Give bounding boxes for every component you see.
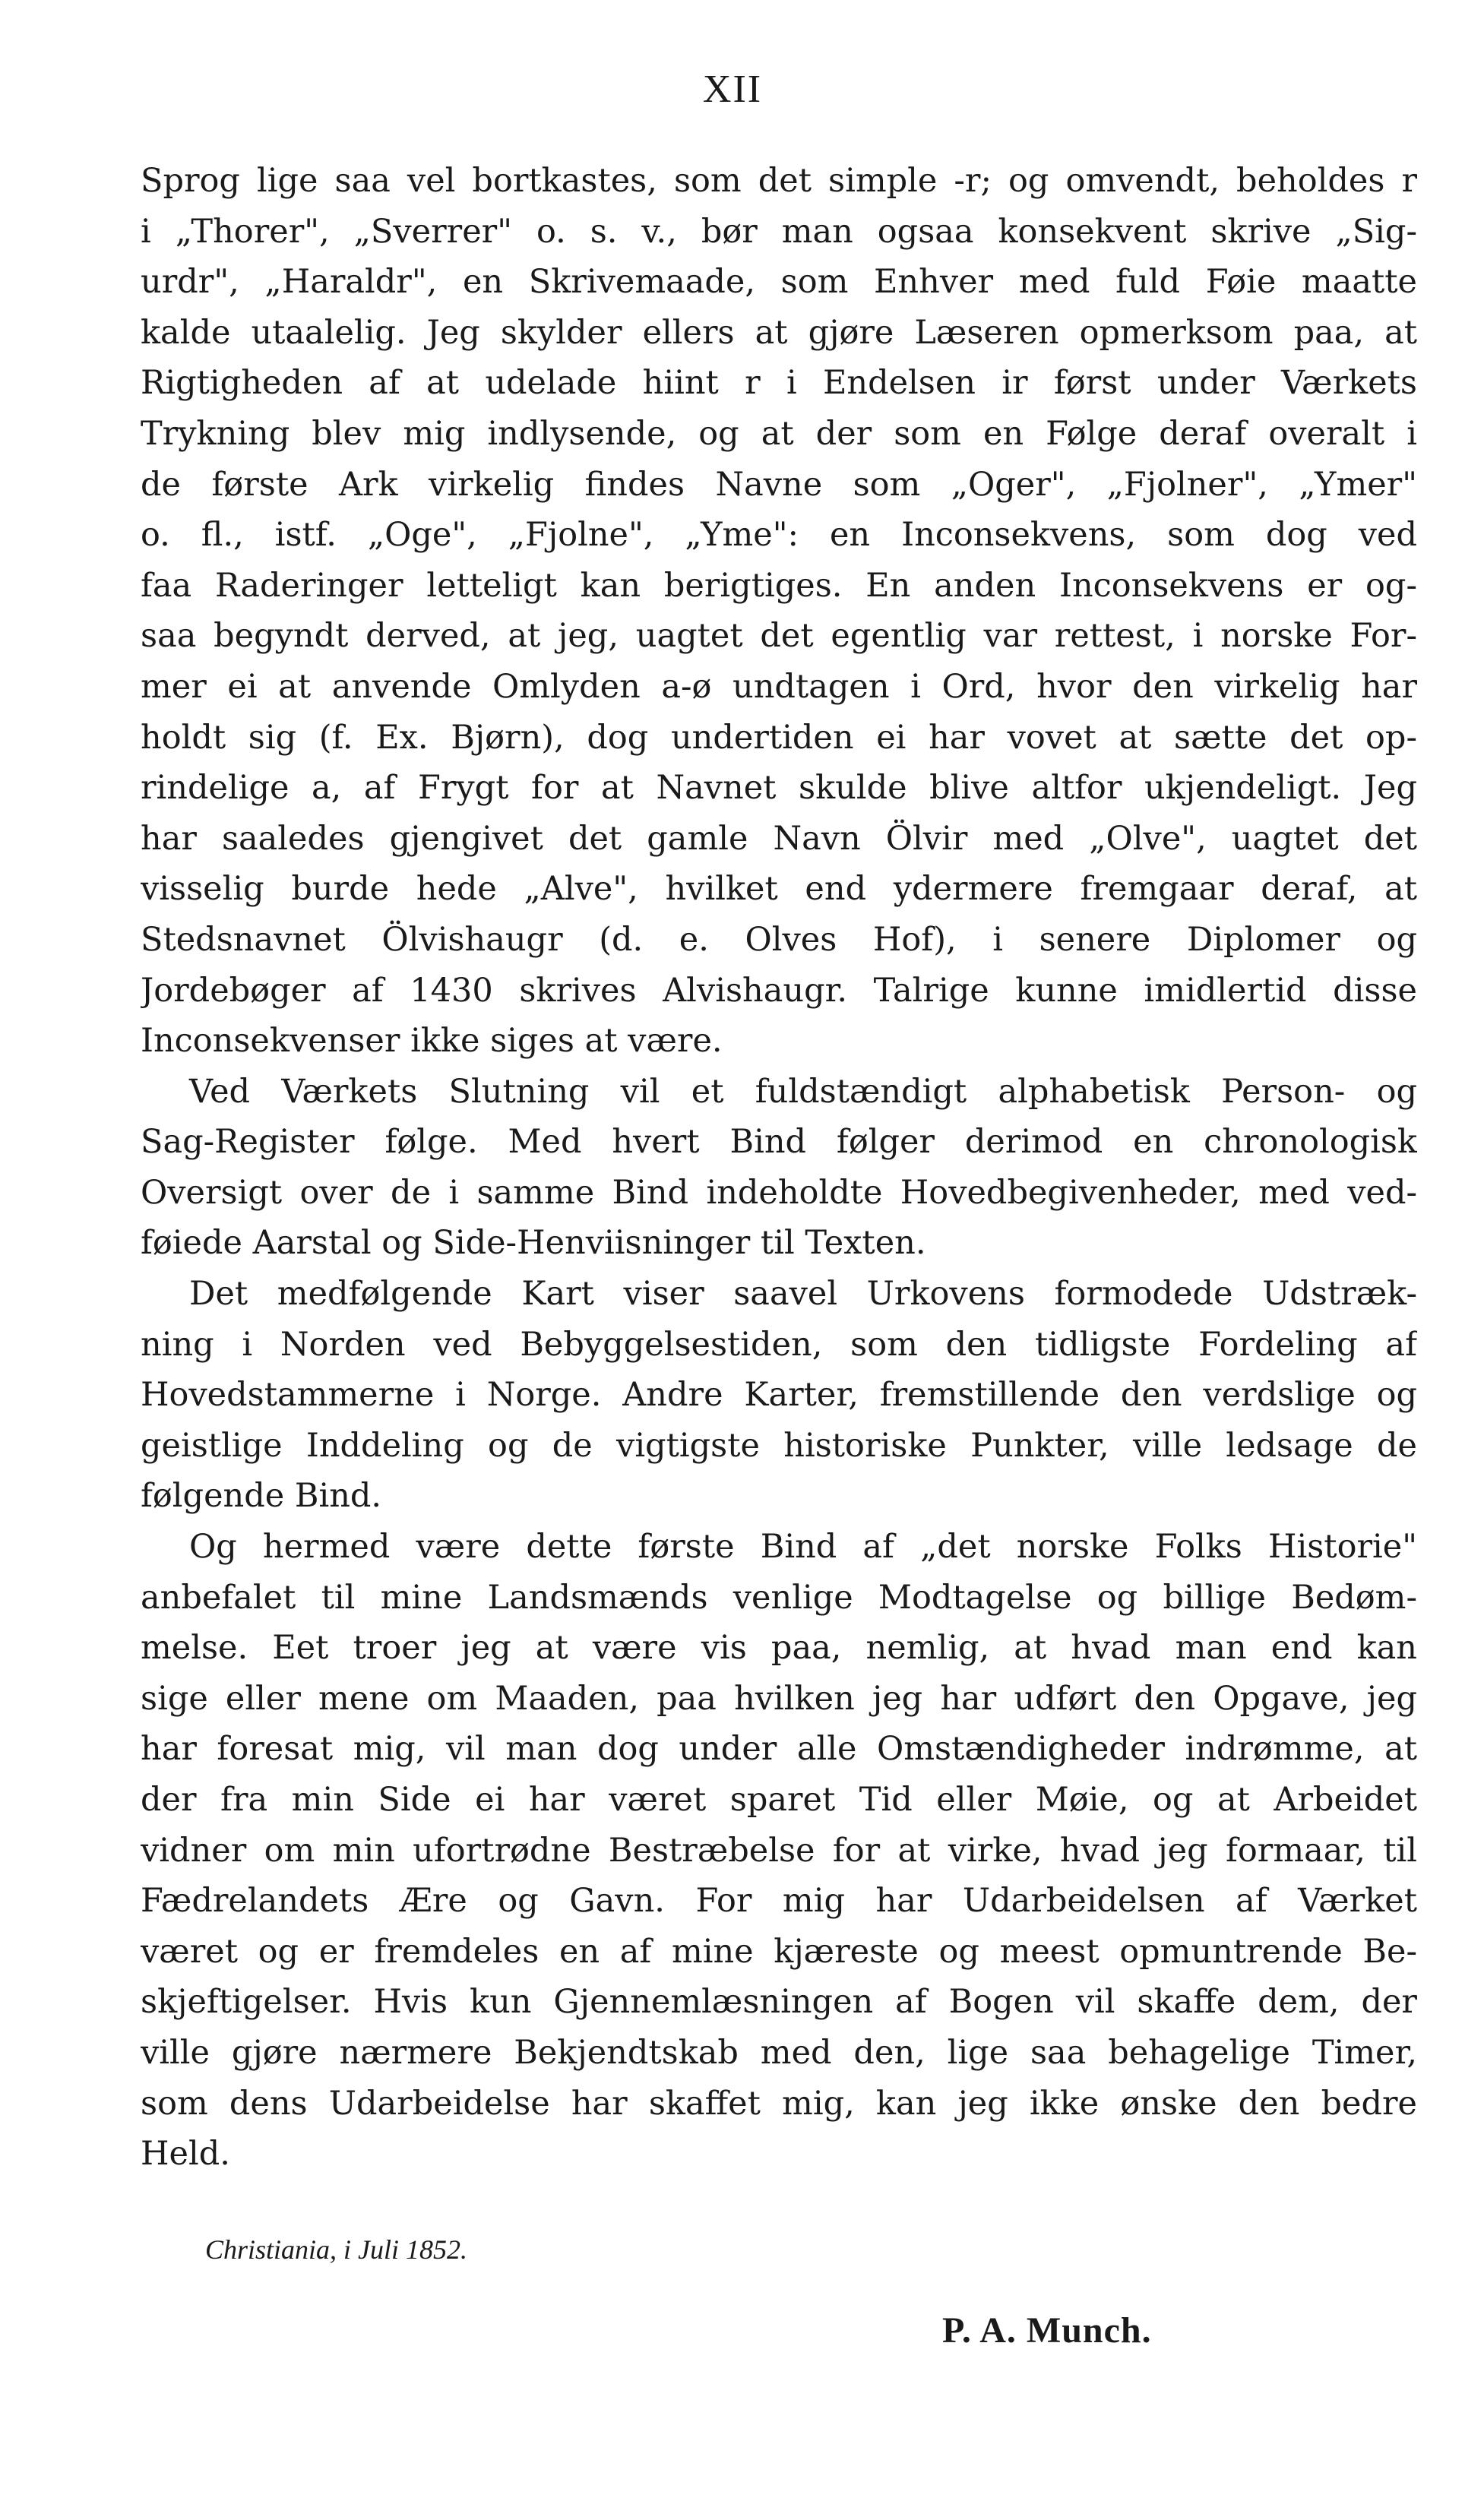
text-line: Stedsnavnet Ölvishaugr (d. e. Olves Hof), i senere Diplomer og	[141, 920, 1417, 959]
text-line: sige eller mene om Maaden, paa hvilken jeg har udført den Opgave, jeg	[141, 1679, 1417, 1718]
text-line: følgende Bind.	[141, 1477, 382, 1516]
text-line: Sprog lige saa vel bortkastes, som det simple -r; og omvendt, beholdes r	[141, 162, 1417, 200]
text-line: urdr", „Haraldr", en Skrivemaade, som Enhver med fuld Føie maatte	[141, 263, 1417, 302]
text-line: kalde utaalelig. Jeg skylder ellers at gjøre Læseren opmerksom paa, at	[141, 313, 1417, 352]
author-signature: P. A. Munch.	[942, 2310, 1152, 2351]
text-line: rindelige a, af Frygt for at Navnet skulde blive altfor ukjendeligt. Jeg	[141, 769, 1417, 808]
text-line: visselig burde hede „Alve", hvilket end ydermere fremgaar deraf, at	[141, 870, 1417, 909]
text-line: faa Raderinger letteligt kan berigtiges. En anden Inconsekvens er og-	[141, 566, 1417, 605]
text-line: melse. Eet troer jeg at være vis paa, nemlig, at hvad man end kan	[141, 1629, 1417, 1668]
text-line: Rigtigheden af at udelade hiint r i Endelsen ir først under Værkets	[141, 364, 1417, 403]
text-line: været og er fremdeles en af mine kjæreste og meest opmuntrende Be-	[141, 1932, 1417, 1971]
text-line: mer ei at anvende Omlyden a-ø undtagen i Ord, hvor den virkelig har	[141, 667, 1417, 706]
text-line: de første Ark virkelig findes Navne som „Oger", „Fjolner", „Ymer"	[141, 465, 1417, 504]
text-line: føiede Aarstal og Side-Henviisninger til Texten.	[141, 1224, 926, 1263]
text-line: i „Thorer", „Sverrer" o. s. v., bør man ogsaa konsekvent skrive „Sig-	[141, 212, 1417, 251]
text-line: vidner om min ufortrødne Bestræbelse for at virke, hvad jeg formaar, til	[141, 1831, 1417, 1870]
text-line: Inconsekvenser ikke siges at være.	[141, 1022, 723, 1061]
dateline: Christiania, i Juli 1852.	[205, 2234, 468, 2265]
text-line: ning i Norden ved Bebyggelsestiden, som den tidligste Fordeling af	[141, 1325, 1417, 1364]
text-line: Trykning blev mig indlysende, og at der som en Følge deraf overalt i	[141, 414, 1417, 453]
text-line: Det medfølgende Kart viser saavel Urkovens formodede Udstræk-	[189, 1275, 1417, 1314]
text-line: Oversigt over de i samme Bind indeholdte Hovedbegivenheder, med ved-	[141, 1173, 1417, 1212]
text-line: som dens Udarbeidelse har skaffet mig, kan jeg ikke ønske den bedre	[141, 2084, 1417, 2123]
text-line: geistlige Inddeling og de vigtigste historiske Punkter, ville ledsage de	[141, 1426, 1417, 1465]
text-line: Held.	[141, 2135, 230, 2174]
text-line: skjeftigelser. Hvis kun Gjennemlæsningen af Bogen vil skaffe dem, der	[141, 1983, 1417, 2022]
text-line: anbefalet til mine Landsmænds venlige Modtagelse og billige Bedøm-	[141, 1578, 1417, 1617]
text-line: Fædrelandets Ære og Gavn. For mig har Udarbeidelsen af Værket	[141, 1882, 1417, 1921]
text-line: Og hermed være dette første Bind af „det norske Folks Historie"	[189, 1528, 1417, 1567]
text-line: har foresat mig, vil man dog under alle Omstændigheder indrømme, at	[141, 1730, 1417, 1769]
text-line: Jordebøger af 1430 skrives Alvishaugr. Talrige kunne imidlertid disse	[141, 971, 1417, 1010]
text-line: Sag-Register følge. Med hvert Bind følger derimod en chronologisk	[141, 1123, 1417, 1162]
text-line: o. fl., istf. „Oge", „Fjolne", „Yme": en Inconsekvens, som dog ved	[141, 516, 1417, 555]
text-line: der fra min Side ei har været sparet Tid eller Møie, og at Arbeidet	[141, 1781, 1417, 1819]
page-number: XII	[702, 68, 763, 111]
text-line: saa begyndt derved, at jeg, uagtet det egentlig var rettest, i norske For-	[141, 617, 1417, 656]
text-line: ville gjøre nærmere Bekjendtskab med den, lige saa behagelige Timer,	[141, 2033, 1417, 2072]
text-line: Hovedstammerne i Norge. Andre Karter, fremstillende den verdslige og	[141, 1376, 1417, 1415]
text-line: Ved Værkets Slutning vil et fuldstændigt alphabetisk Person- og	[189, 1072, 1417, 1111]
text-line: har saaledes gjengivet det gamle Navn Ölvir med „Olve", uagtet det	[141, 819, 1417, 858]
text-line: holdt sig (f. Ex. Bjørn), dog undertiden ei har vovet at sætte det op-	[141, 718, 1417, 757]
body-text	[141, 156, 1417, 2180]
